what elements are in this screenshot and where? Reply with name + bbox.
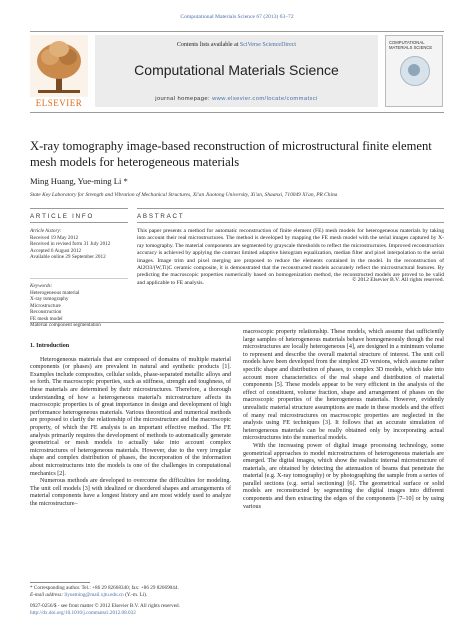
- keywords-rule: [30, 278, 128, 279]
- body-paragraph: Heterogeneous materials that are composed of domains of multiple material components (or phases) are prevalent in natural and synthetic products [1]. Examples include composites, cellular solids, phase-separated metallic alloys and so forth. The macroscopic properties, such as stiffness, strength and toughness, of these materials are determined by their microstructures. Therefore, a thorough understanding of how a heterogeneous material's microstructure affects its macroscopic properties is of great importance in design and development of high performance heterogeneous materials. Various theoretical and numerical methods are proposed to clarify the relationship of the microstructure and the macroscopic property, of which the FE analysis is an important effective method. The FE analysis primarily requires the development of methods to automatically generate geometrical or mesh models to actually take into account complex microstructures of heterogeneous materials. However, due to the very irregular shape and complex distribution of phases, the incorporation of the information about microstructures into the models is one of the challenges in computational mechanics [2].: [30, 356, 231, 477]
- article-info-rule: [30, 208, 128, 209]
- abstract-copyright: © 2012 Elsevier B.V. All rights reserved.: [352, 277, 444, 283]
- journal-cover-thumbnail: [385, 35, 443, 107]
- author-affiliation: State Key Laboratory for Strength and Vibration of Mechanical Structures, Xi'an Jiaotong University, Xi'an, Shaanxi, 710049 Xi'an, PR China: [30, 192, 338, 198]
- history-item: Received 19 May 2012: [30, 234, 79, 241]
- email-label: E-mail address:: [30, 591, 65, 598]
- issn-doi-block: [30, 603, 231, 616]
- body-column-left: [30, 343, 231, 508]
- journal-homepage: [95, 96, 378, 102]
- keyword-item: Heterogeneous material: [30, 289, 80, 296]
- article-info-subrule: [30, 222, 128, 223]
- abstract-text: This paper presents a method for automatic reconstruction of finite element (FE) mesh models for heterogeneous materials by taking into account their real microstructures. The method is developed by mapping the FE mesh model with the serial images captured by X-ray tomography. The material components are segmented by grayscale thresholds to reflect the microstructures. Improved reconstruction accuracy is achieved by applying the contrast limited adaptive histogram equalization, median filter and pixel interpolation to the serial images. Image trim and pixel merging are proposed to reduce the elements contained in the model. In the reconstruction of Al2O3/(W,Ti)C ceramic composite, it is demonstrated that the reconstructed models accurately reflect the microstructural features. By predicting the macroscopic properties numerically based on homogenization method, the reconstructed models are proved to be valid and applicable to FE analysis.: [137, 228, 444, 286]
- masthead-bottom-rule: [30, 112, 444, 113]
- issn-line: 0927-0256/$ - see front matter © 2012 Elsevier B.V. All rights reserved.: [30, 603, 180, 609]
- front-matter-bottom-rule: [30, 322, 444, 323]
- body-paragraph: With the increasing power of digital image processing technology, some geometrical approaches to model microstructures of heterogeneous materials are emerged. The digital images, which show the realistic internal microstructure of materials, are obtained by detecting the attenuation of beams that penetrate the material (e.g. X-ray tomography) or by photographing the sample from a series of parallel sections (e.g. serial sectioning) [6]. The geometrical surface or solid models are reconstructed by segmenting the digital images into different components and then extracting the edges of the components [7–10] or by using various: [243, 442, 444, 510]
- elsevier-wordmark: ELSEVIER: [35, 98, 83, 108]
- article-title: X-ray tomography image-based reconstruction of microstructural finite element mesh models for heterogeneous materials: [30, 139, 432, 169]
- abstract-rule: [137, 208, 444, 209]
- history-item: Available online 29 September 2012: [30, 254, 106, 260]
- article-info-heading: ARTICLE INFO: [30, 213, 95, 220]
- homepage-prefix: journal homepage:: [155, 96, 213, 102]
- elsevier-logo: [30, 35, 88, 107]
- keyword-item: Material component segmentation: [30, 322, 101, 328]
- footnote: [30, 585, 231, 598]
- article-authors: Ming Huang, Yue-ming Li *: [30, 176, 128, 186]
- sciencedirect-link[interactable]: SciVerse ScienceDirect: [239, 42, 297, 48]
- corresponding-author-note: * Corresponding author. Tel.: +86 29 82668340; fax: +86 29 82669044.: [30, 585, 179, 591]
- history-item: Accepted 6 August 2012: [30, 247, 82, 254]
- article-history: [30, 228, 128, 261]
- keyword-item: X-ray tomography: [30, 296, 69, 302]
- email-suffix: (Y.-m. Li).: [123, 591, 148, 598]
- body-paragraph: Numerous methods are developed to overcome the difficulties for modeling. The unit cell models [3] with idealized or disordered shapes and arrangements of material components have a longest history and are most widely used to analyze the microstructure–: [30, 478, 231, 507]
- footnote-rule: [30, 582, 90, 583]
- doi-link[interactable]: http://dx.doi.org/10.1016/j.commatsci.2012.08.032: [30, 609, 136, 616]
- keyword-item: Reconstruction: [30, 309, 62, 315]
- cover-graphic-inner: [408, 64, 420, 76]
- contents-line: [95, 42, 378, 48]
- elsevier-tree-icon: [30, 35, 88, 97]
- email-link[interactable]: liyueming@mail.xjtu.edu.cn: [64, 591, 124, 598]
- homepage-link[interactable]: www.elsevier.com/locate/commatsci: [212, 96, 318, 102]
- body-paragraph: macroscopic property relationship. These models, which assume that sufficiently large samples of heterogeneous materials behave homogeneously though the real microstructures are locally heterogeneous [4], are designed in a minimum volume to represent and describe the overall material structure of interest. The unit cell models have been developed from the simplest 2D versions, which assume rather specific shape and distribution of phases, to complex 3D models, which take into account more characteristics of the real shape and distribution of material components [5]. These models appear to be very efficient in the analysis of the effect of constituent, volume fraction, shape and arrangement of phases on the macroscopic properties of the heterogeneous materials. However, evidently unrealistic material structure assumptions are made in these models and the effect of many real microstructures on macroscopic properties are neglected in the analysis using FE techniques [3]. It follows that an accurate simulation of heterogeneous materials can be really obtained only by incorporating actual microstructures into the numerical models.: [243, 329, 444, 442]
- history-item: Received in revised form 31 July 2012: [30, 241, 111, 247]
- keyword-item: FE mesh model: [30, 315, 63, 322]
- contents-prefix: Contents lists available at: [176, 42, 240, 48]
- email-line: [30, 592, 231, 599]
- cover-title: COMPUTATIONAL MATERIALS SCIENCE: [389, 40, 433, 50]
- keyword-item: Microstructure: [30, 302, 61, 309]
- abstract-heading: ABSTRACT: [137, 213, 185, 220]
- keywords-label: Keywords:: [30, 283, 53, 289]
- journal-citation: Computational Materials Science 67 (2013) 63–72: [180, 14, 294, 20]
- history-label: Article history:: [30, 228, 62, 234]
- section-heading: 1. Introduction: [30, 343, 70, 349]
- masthead-top-rule: [30, 31, 444, 32]
- journal-title: Computational Materials Science: [134, 62, 339, 78]
- abstract-subrule: [137, 222, 444, 223]
- body-column-right: [243, 329, 444, 511]
